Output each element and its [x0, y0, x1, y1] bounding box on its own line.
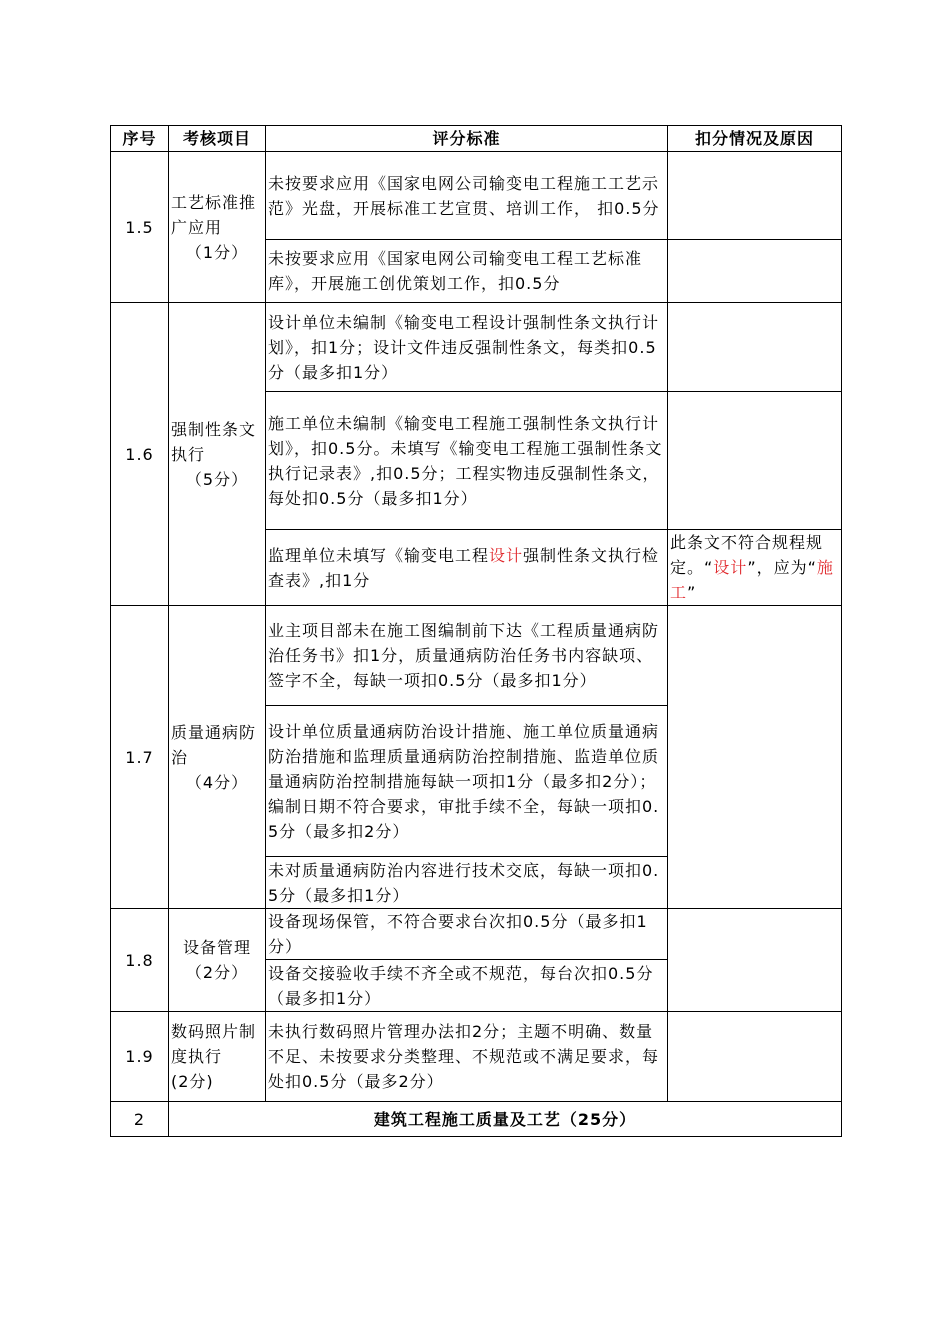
deduction-cell [668, 392, 842, 530]
assessment-item [169, 909, 266, 1012]
deduction-cell [668, 1012, 842, 1102]
row-number: 1.5 [111, 152, 169, 303]
section-title: 建筑工程施工质量及工艺（25分） [169, 1102, 842, 1137]
item-name: 设备管理 [182, 938, 251, 957]
criteria-cell: 未对质量通病防治内容进行技术交底，每缺一项扣0.5分（最多扣1分） [266, 857, 668, 909]
deduction-cell [668, 606, 842, 909]
item-score: （1分） [185, 242, 249, 262]
row-number: 1.7 [111, 606, 169, 909]
highlighted-text: 设计 [489, 545, 524, 565]
criteria-cell: 业主项目部未在施工图编制前下达《工程质量通病防治任务书》扣1分，质量通病防治任务书内容缺项、签字不全，每缺一项扣0.5分（最多扣1分） [266, 606, 668, 706]
note-highlight: 设计 [713, 558, 748, 577]
criteria-cell: 设备现场保管，不符合要求台次扣0.5分（最多扣1分） [266, 909, 668, 960]
row-number: 1.6 [111, 303, 169, 606]
note-text: 此条文不符合规程规定。“ [670, 533, 824, 577]
row-number: 2 [111, 1102, 169, 1137]
criteria-text: 监理单位未填写《输变电工程 [268, 545, 490, 565]
table-row [111, 303, 842, 392]
item-score: (2分) [171, 1072, 214, 1091]
criteria-cell: 设计单位质量通病防治设计措施、施工单位质量通病防治措施和监理质量通病防治控制措施、监造单位质量通病防治控制措施每缺一项扣1分（最多扣2分）；编制日期不符合要求，审批手续不全，每缺一项扣0.5分（最多扣2分） [266, 706, 668, 857]
item-name: 质量通病防治 [171, 722, 257, 767]
table-row [111, 1012, 842, 1102]
header-item: 考核项目 [169, 126, 266, 152]
item-score: （5分） [185, 469, 249, 489]
table-row [111, 909, 842, 960]
header-seq: 序号 [111, 126, 169, 152]
criteria-cell: 未按要求应用《国家电网公司输变电工程工艺标准库》，开展施工创优策划工作，扣0.5分 [266, 240, 668, 303]
header-deduction: 扣分情况及原因 [668, 126, 842, 152]
item-name: 数码照片制度执行 [171, 1022, 257, 1066]
table-row [111, 152, 842, 240]
table-row [111, 606, 842, 706]
criteria-cell [266, 530, 668, 606]
item-score: （2分） [185, 963, 249, 982]
criteria-cell: 施工单位未编制《输变电工程施工强制性条文执行计划》，扣0.5分。未填写《输变电工程施工强制性条文执行记录表》,扣0.5分；工程实物违反强制性条文，每处扣0.5分（最多扣1分） [266, 392, 668, 530]
assessment-table [110, 125, 842, 1137]
deduction-cell [668, 303, 842, 392]
note-text: ” [687, 583, 697, 602]
section-row [111, 1102, 842, 1137]
criteria-text: 强制性条文执行检查表》,扣1分 [268, 545, 660, 590]
item-name: 工艺标准推广应用 [171, 192, 257, 237]
deduction-cell [668, 909, 842, 1012]
criteria-cell: 未执行数码照片管理办法扣2分；主题不明确、数量不足、未按要求分类整理、不规范或不满足要求，每处扣0.5分（最多2分） [266, 1012, 668, 1102]
note-highlight: 施工 [670, 558, 834, 602]
header-criteria: 评分标准 [266, 126, 668, 152]
criteria-cell: 设备交接验收手续不齐全或不规范，每台次扣0.5分（最多扣1分） [266, 960, 668, 1012]
header-row [111, 126, 842, 152]
row-number: 1.8 [111, 909, 169, 1012]
deduction-cell [668, 240, 842, 303]
item-name: 强制性条文执行 [171, 419, 257, 464]
assessment-item [169, 303, 266, 606]
note-text: ”，应为“ [747, 558, 817, 577]
assessment-item [169, 1012, 266, 1102]
assessment-item [169, 606, 266, 909]
assessment-item [169, 152, 266, 303]
deduction-cell [668, 152, 842, 240]
criteria-cell: 未按要求应用《国家电网公司输变电工程施工工艺示范》光盘，开展标准工艺宣贯、培训工作， 扣0.5分 [266, 152, 668, 240]
deduction-note [668, 530, 842, 606]
row-number: 1.9 [111, 1012, 169, 1102]
item-score: （4分） [185, 772, 249, 792]
criteria-cell: 设计单位未编制《输变电工程设计强制性条文执行计划》，扣1分；设计文件违反强制性条文，每类扣0.5分（最多扣1分） [266, 303, 668, 392]
